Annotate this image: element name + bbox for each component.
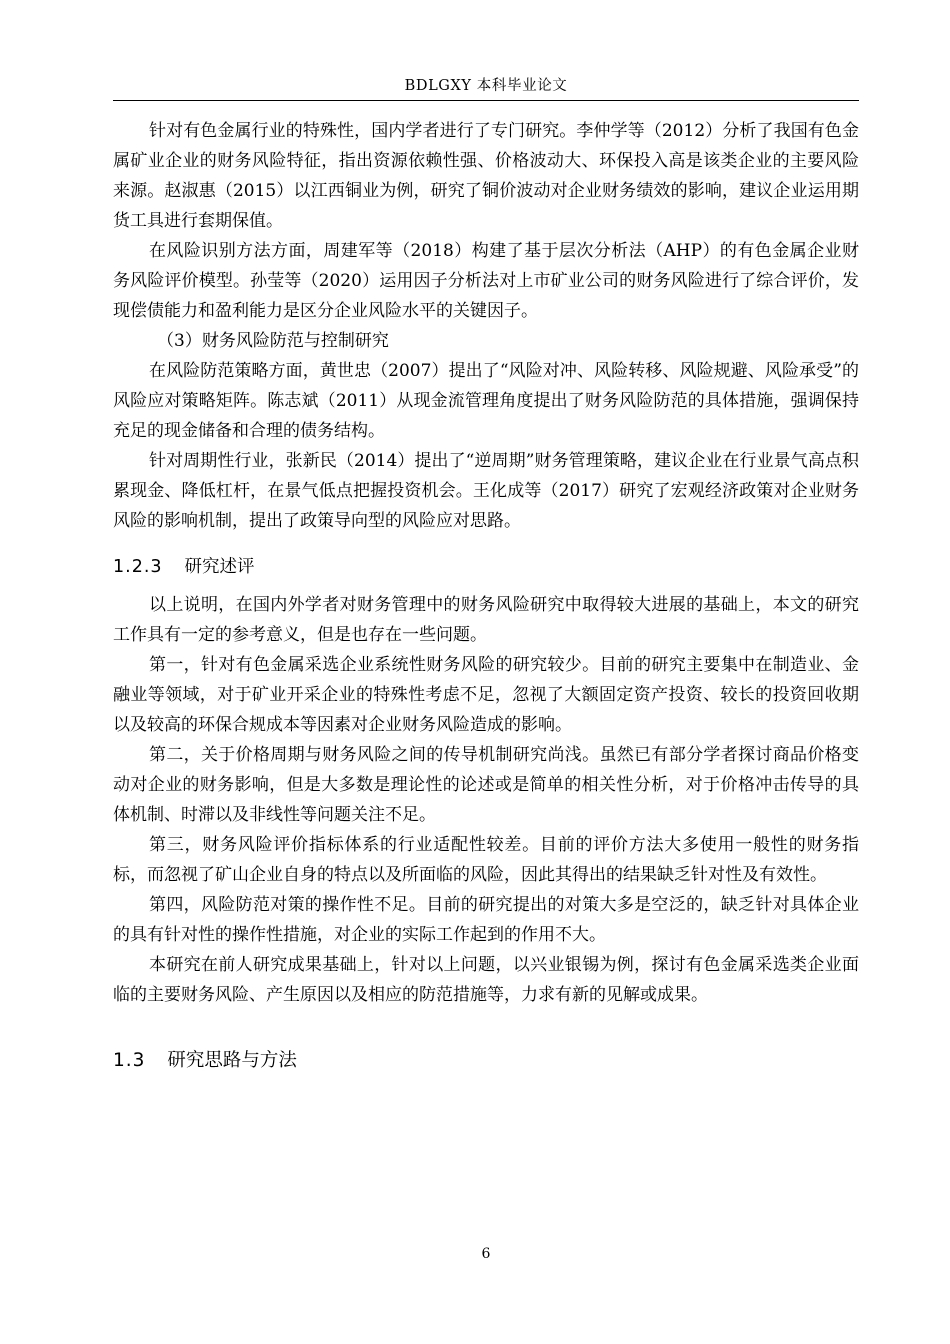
paragraph: 第一，针对有色金属采选企业系统性财务风险的研究较少。目前的研究主要集中在制造业、金融业等领域，对于矿业开采企业的特殊性考虑不足，忽视了大额固定资产投资、较长的投资回收期以及较高的环保合规成本等因素对企业财务风险造成的影响。 [113,655,859,735]
paragraph: 第二，关于价格周期与财务风险之间的传导机制研究尚浅。虽然已有部分学者探讨商品价格变动对企业的财务影响，但是大多数是理论性的论述或是简单的相关性分析，对于价格冲击传导的具体机制、时滞以及非线性等问题关注不足。 [113,745,859,825]
page-number: 6 [481,1246,491,1262]
section-number: 1.2.3 [113,557,163,577]
section-title: 研究思路与方法 [167,1050,297,1071]
subsection-label: （3）财务风险防范与控制研究 [157,331,389,351]
paragraph: 第四，风险防范对策的操作性不足。目前的研究提出的对策大多是空泛的，缺乏针对具体企业的具有针对性的操作性措施，对企业的实际工作起到的作用不大。 [113,895,859,945]
section-heading-1-2-3 [113,552,859,582]
running-header: BDLGXY 本科毕业论文 [404,78,568,94]
paragraph: 针对有色金属行业的特殊性，国内学者进行了专门研究。李仲学等（2012）分析了我国有色金属矿业企业的财务风险特征，指出资源依赖性强、价格波动大、环保投入高是该类企业的主要风险来源。赵淑惠（2015）以江西铜业为例，研究了铜价波动对企业财务绩效的影响，建议企业运用期货工具进行套期保值。 [113,121,859,231]
section-heading-1-3 [113,1046,859,1076]
paragraph: 在风险识别方法方面，周建军等（2018）构建了基于层次分析法（AHP）的有色金属企业财务风险评价模型。孙莹等（2020）运用因子分析法对上市矿业公司的财务风险进行了综合评价，发现偿债能力和盈利能力是区分企业风险水平的关键因子。 [113,241,859,321]
paragraph: 针对周期性行业，张新民（2014）提出了“逆周期”财务管理策略，建议企业在行业景气高点积累现金、降低杠杆，在景气低点把握投资机会。王化成等（2017）研究了宏观经济政策对企业财务风险的影响机制，提出了政策导向型的风险应对思路。 [113,451,859,531]
paragraph: 本研究在前人研究成果基础上，针对以上问题，以兴业银锡为例，探讨有色金属采选类企业面临的主要财务风险、产生原因以及相应的防范措施等，力求有新的见解或成果。 [113,955,859,1005]
paragraph: 在风险防范策略方面，黄世忠（2007）提出了“风险对冲、风险转移、风险规避、风险承受”的风险应对策略矩阵。陈志斌（2011）从现金流管理角度提出了财务风险防范的具体措施，强调保持充足的现金储备和合理的债务结构。 [113,361,859,441]
page-body [113,116,859,1076]
paragraph: 第三，财务风险评价指标体系的行业适配性较差。目前的评价方法大多使用一般性的财务指标，而忽视了矿山企业自身的特点以及所面临的风险，因此其得出的结果缺乏针对性及有效性。 [113,835,859,885]
paragraph: 以上说明，在国内外学者对财务管理中的财务风险研究中取得较大进展的基础上，本文的研究工作具有一定的参考意义，但是也存在一些问题。 [113,595,859,645]
section-title: 研究述评 [184,557,255,577]
section-number: 1.3 [113,1050,146,1071]
header-rule [113,100,859,101]
